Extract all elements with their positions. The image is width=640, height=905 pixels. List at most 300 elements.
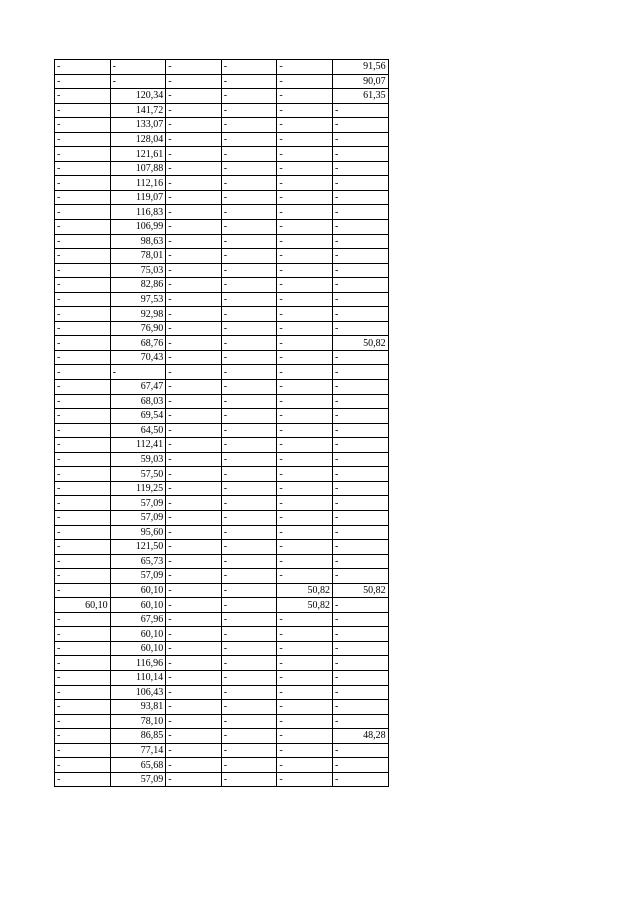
table-cell: - bbox=[166, 220, 222, 235]
table-cell: - bbox=[221, 321, 277, 336]
table-row bbox=[55, 554, 389, 569]
table-cell: - bbox=[166, 583, 222, 598]
table-cell: 50,82 bbox=[332, 336, 388, 351]
table-row bbox=[55, 409, 389, 424]
table-cell: - bbox=[55, 525, 111, 540]
table-cell: - bbox=[166, 525, 222, 540]
table-cell: - bbox=[166, 772, 222, 787]
table-row bbox=[55, 525, 389, 540]
table-cell: - bbox=[166, 743, 222, 758]
table-cell: - bbox=[221, 176, 277, 191]
table-cell: 57,09 bbox=[110, 569, 166, 584]
table-cell: - bbox=[221, 583, 277, 598]
table-cell: - bbox=[277, 394, 333, 409]
table-cell: - bbox=[166, 554, 222, 569]
table-cell: - bbox=[166, 103, 222, 118]
table-cell: - bbox=[55, 249, 111, 264]
table-cell: 60,10 bbox=[110, 583, 166, 598]
table-cell: - bbox=[110, 60, 166, 75]
table-cell: - bbox=[221, 670, 277, 685]
table-cell: - bbox=[166, 569, 222, 584]
table-cell: 141,72 bbox=[110, 103, 166, 118]
table-cell: 57,09 bbox=[110, 496, 166, 511]
table-cell: - bbox=[221, 496, 277, 511]
table-cell: - bbox=[110, 365, 166, 380]
table-cell: - bbox=[221, 510, 277, 525]
table-cell: 93,81 bbox=[110, 700, 166, 715]
table-row bbox=[55, 118, 389, 133]
table-row bbox=[55, 176, 389, 191]
table-cell: - bbox=[55, 394, 111, 409]
table-cell: - bbox=[221, 641, 277, 656]
table-cell: - bbox=[221, 161, 277, 176]
table-cell: 67,47 bbox=[110, 380, 166, 395]
table-row bbox=[55, 612, 389, 627]
table-row bbox=[55, 394, 389, 409]
table-cell: - bbox=[332, 438, 388, 453]
table-row bbox=[55, 743, 389, 758]
table-row bbox=[55, 685, 389, 700]
table-cell: - bbox=[166, 729, 222, 744]
table-cell: - bbox=[55, 700, 111, 715]
table-cell: - bbox=[332, 467, 388, 482]
table-cell: - bbox=[332, 641, 388, 656]
table-cell: - bbox=[55, 656, 111, 671]
table-cell: - bbox=[55, 743, 111, 758]
table-cell: - bbox=[55, 685, 111, 700]
table-row bbox=[55, 540, 389, 555]
table-row bbox=[55, 74, 389, 89]
table-cell: - bbox=[221, 569, 277, 584]
table-cell: - bbox=[332, 700, 388, 715]
table-cell: 75,03 bbox=[110, 263, 166, 278]
table-cell: 91,56 bbox=[332, 60, 388, 75]
table-cell: - bbox=[332, 627, 388, 642]
table-cell: - bbox=[55, 292, 111, 307]
table-row bbox=[55, 365, 389, 380]
table-cell: 119,25 bbox=[110, 481, 166, 496]
table-cell: 78,01 bbox=[110, 249, 166, 264]
table-row bbox=[55, 307, 389, 322]
table-cell: - bbox=[166, 249, 222, 264]
table-row bbox=[55, 583, 389, 598]
table-cell: - bbox=[332, 525, 388, 540]
table-cell: 107,88 bbox=[110, 161, 166, 176]
table-row bbox=[55, 481, 389, 496]
table-cell: - bbox=[55, 132, 111, 147]
table-row bbox=[55, 729, 389, 744]
table-cell: - bbox=[166, 60, 222, 75]
table-cell: - bbox=[166, 670, 222, 685]
data-table bbox=[54, 59, 389, 787]
table-cell: - bbox=[277, 278, 333, 293]
table-cell: - bbox=[221, 612, 277, 627]
table-row bbox=[55, 292, 389, 307]
table-cell: - bbox=[277, 60, 333, 75]
table-row bbox=[55, 205, 389, 220]
table-cell: - bbox=[55, 758, 111, 773]
table-cell: - bbox=[221, 598, 277, 613]
table-cell: - bbox=[332, 234, 388, 249]
table-cell: 67,96 bbox=[110, 612, 166, 627]
table-cell: - bbox=[277, 234, 333, 249]
table-cell: - bbox=[221, 89, 277, 104]
table-row bbox=[55, 627, 389, 642]
table-cell: - bbox=[55, 147, 111, 162]
table-cell: 106,99 bbox=[110, 220, 166, 235]
table-row bbox=[55, 263, 389, 278]
table-cell: - bbox=[55, 350, 111, 365]
table-row bbox=[55, 249, 389, 264]
table-cell: - bbox=[55, 365, 111, 380]
table-cell: - bbox=[55, 714, 111, 729]
table-row bbox=[55, 510, 389, 525]
table-cell: - bbox=[277, 758, 333, 773]
table-cell: - bbox=[166, 481, 222, 496]
table-cell: 70,43 bbox=[110, 350, 166, 365]
table-cell: 97,53 bbox=[110, 292, 166, 307]
table-cell: - bbox=[55, 380, 111, 395]
table-cell: 57,50 bbox=[110, 467, 166, 482]
table-cell: - bbox=[332, 147, 388, 162]
table-cell: - bbox=[277, 627, 333, 642]
table-cell: - bbox=[55, 176, 111, 191]
table-cell: - bbox=[277, 307, 333, 322]
table-cell: - bbox=[332, 176, 388, 191]
table-cell: - bbox=[221, 365, 277, 380]
table-cell: 95,60 bbox=[110, 525, 166, 540]
table-cell: - bbox=[166, 89, 222, 104]
table-cell: - bbox=[277, 423, 333, 438]
table-cell: - bbox=[55, 467, 111, 482]
table-cell: - bbox=[221, 132, 277, 147]
table-cell: 133,07 bbox=[110, 118, 166, 133]
table-cell: - bbox=[277, 263, 333, 278]
table-cell: - bbox=[332, 263, 388, 278]
table-cell: 59,03 bbox=[110, 452, 166, 467]
table-row bbox=[55, 147, 389, 162]
table-cell: 110,14 bbox=[110, 670, 166, 685]
table-cell: - bbox=[332, 350, 388, 365]
table-cell: - bbox=[55, 60, 111, 75]
table-cell: 121,61 bbox=[110, 147, 166, 162]
table-cell: - bbox=[332, 481, 388, 496]
table-row bbox=[55, 700, 389, 715]
table-cell: - bbox=[55, 627, 111, 642]
table-cell: - bbox=[55, 220, 111, 235]
table-cell: - bbox=[277, 350, 333, 365]
table-cell: - bbox=[332, 670, 388, 685]
table-cell: - bbox=[277, 685, 333, 700]
table-cell: - bbox=[277, 205, 333, 220]
table-cell: - bbox=[166, 496, 222, 511]
table-cell: 64,50 bbox=[110, 423, 166, 438]
table-cell: - bbox=[221, 525, 277, 540]
table-cell: - bbox=[166, 336, 222, 351]
table-cell: - bbox=[277, 118, 333, 133]
table-cell: - bbox=[332, 394, 388, 409]
table-cell: - bbox=[55, 89, 111, 104]
table-cell: - bbox=[166, 350, 222, 365]
table-cell: - bbox=[277, 540, 333, 555]
table-cell: - bbox=[221, 263, 277, 278]
table-cell: - bbox=[221, 685, 277, 700]
table-cell: - bbox=[55, 336, 111, 351]
table-cell: - bbox=[166, 612, 222, 627]
table-cell: - bbox=[166, 438, 222, 453]
table-cell: - bbox=[332, 612, 388, 627]
table-cell: - bbox=[221, 743, 277, 758]
table-cell: - bbox=[221, 540, 277, 555]
table-cell: - bbox=[221, 758, 277, 773]
table-cell: 50,82 bbox=[277, 583, 333, 598]
table-cell: - bbox=[55, 583, 111, 598]
table-row bbox=[55, 452, 389, 467]
table-row bbox=[55, 772, 389, 787]
table-cell: - bbox=[221, 481, 277, 496]
table-cell: - bbox=[332, 743, 388, 758]
table-cell: - bbox=[221, 452, 277, 467]
table-cell: - bbox=[221, 74, 277, 89]
table-cell: - bbox=[277, 612, 333, 627]
table-cell: - bbox=[55, 103, 111, 118]
table-cell: 112,16 bbox=[110, 176, 166, 191]
table-cell: - bbox=[166, 292, 222, 307]
table-cell: - bbox=[277, 409, 333, 424]
table-cell: - bbox=[332, 103, 388, 118]
table-cell: - bbox=[55, 74, 111, 89]
table-cell: - bbox=[166, 74, 222, 89]
table-cell: - bbox=[332, 569, 388, 584]
table-cell: - bbox=[332, 365, 388, 380]
table-cell: 106,43 bbox=[110, 685, 166, 700]
table-cell: - bbox=[277, 438, 333, 453]
table-cell: - bbox=[277, 670, 333, 685]
table-cell: - bbox=[221, 292, 277, 307]
table-row bbox=[55, 670, 389, 685]
table-cell: - bbox=[166, 423, 222, 438]
table-cell: - bbox=[166, 234, 222, 249]
table-row bbox=[55, 467, 389, 482]
table-cell: - bbox=[332, 685, 388, 700]
table-row bbox=[55, 161, 389, 176]
table-cell: - bbox=[277, 161, 333, 176]
table-cell: 65,73 bbox=[110, 554, 166, 569]
table-cell: - bbox=[277, 467, 333, 482]
table-cell: - bbox=[277, 147, 333, 162]
table-cell: - bbox=[166, 176, 222, 191]
table-cell: - bbox=[55, 641, 111, 656]
table-cell: - bbox=[110, 74, 166, 89]
table-cell: - bbox=[55, 540, 111, 555]
table-cell: - bbox=[332, 307, 388, 322]
table-cell: - bbox=[55, 409, 111, 424]
table-cell: 92,98 bbox=[110, 307, 166, 322]
table-cell: - bbox=[166, 700, 222, 715]
table-cell: - bbox=[55, 278, 111, 293]
table-cell: - bbox=[166, 307, 222, 322]
table-cell: - bbox=[166, 118, 222, 133]
table-cell: - bbox=[221, 627, 277, 642]
table-cell: - bbox=[166, 409, 222, 424]
table-cell: - bbox=[277, 714, 333, 729]
table-cell: 112,41 bbox=[110, 438, 166, 453]
table-cell: 68,76 bbox=[110, 336, 166, 351]
table-cell: - bbox=[55, 190, 111, 205]
table-cell: - bbox=[55, 307, 111, 322]
table-cell: - bbox=[166, 365, 222, 380]
table-cell: - bbox=[55, 481, 111, 496]
table-cell: 116,83 bbox=[110, 205, 166, 220]
table-row bbox=[55, 220, 389, 235]
table-row bbox=[55, 641, 389, 656]
table-cell: - bbox=[221, 700, 277, 715]
table-cell: - bbox=[277, 176, 333, 191]
table-cell: - bbox=[55, 452, 111, 467]
table-cell: - bbox=[55, 554, 111, 569]
table-cell: - bbox=[55, 612, 111, 627]
data-table-body bbox=[55, 60, 389, 787]
table-cell: - bbox=[221, 467, 277, 482]
table-cell: 50,82 bbox=[332, 583, 388, 598]
table-cell: - bbox=[277, 700, 333, 715]
table-cell: - bbox=[277, 74, 333, 89]
table-cell: - bbox=[277, 220, 333, 235]
table-cell: - bbox=[221, 103, 277, 118]
table-cell: 50,82 bbox=[277, 598, 333, 613]
table-row bbox=[55, 132, 389, 147]
table-cell: 57,09 bbox=[110, 772, 166, 787]
table-row bbox=[55, 438, 389, 453]
table-cell: - bbox=[166, 685, 222, 700]
table-row bbox=[55, 380, 389, 395]
table-cell: - bbox=[332, 496, 388, 511]
table-cell: - bbox=[332, 132, 388, 147]
table-cell: 60,10 bbox=[110, 641, 166, 656]
table-cell: 61,35 bbox=[332, 89, 388, 104]
table-cell: - bbox=[332, 205, 388, 220]
table-cell: 60,10 bbox=[110, 627, 166, 642]
table-cell: - bbox=[277, 554, 333, 569]
table-cell: - bbox=[55, 438, 111, 453]
table-cell: - bbox=[332, 598, 388, 613]
table-cell: - bbox=[166, 714, 222, 729]
table-cell: - bbox=[221, 234, 277, 249]
table-cell: - bbox=[55, 772, 111, 787]
table-cell: - bbox=[332, 758, 388, 773]
table-cell: - bbox=[55, 423, 111, 438]
table-cell: - bbox=[332, 423, 388, 438]
table-cell: - bbox=[221, 220, 277, 235]
table-cell: - bbox=[221, 205, 277, 220]
table-cell: - bbox=[332, 161, 388, 176]
table-cell: - bbox=[221, 336, 277, 351]
table-row bbox=[55, 656, 389, 671]
table-cell: - bbox=[55, 729, 111, 744]
table-cell: - bbox=[332, 452, 388, 467]
table-cell: - bbox=[221, 423, 277, 438]
table-cell: - bbox=[166, 656, 222, 671]
table-cell: - bbox=[55, 510, 111, 525]
table-cell: - bbox=[277, 743, 333, 758]
table-row bbox=[55, 758, 389, 773]
table-cell: - bbox=[277, 190, 333, 205]
table-cell: - bbox=[221, 60, 277, 75]
table-cell: 90,07 bbox=[332, 74, 388, 89]
table-cell: - bbox=[277, 132, 333, 147]
table-cell: - bbox=[221, 656, 277, 671]
table-cell: - bbox=[221, 380, 277, 395]
table-cell: - bbox=[277, 249, 333, 264]
table-cell: 82,86 bbox=[110, 278, 166, 293]
table-cell: - bbox=[221, 249, 277, 264]
table-cell: - bbox=[166, 161, 222, 176]
table-row bbox=[55, 598, 389, 613]
table-cell: 86,85 bbox=[110, 729, 166, 744]
table-cell: - bbox=[277, 321, 333, 336]
table-row bbox=[55, 714, 389, 729]
table-cell: - bbox=[166, 467, 222, 482]
table-cell: - bbox=[166, 394, 222, 409]
table-cell: - bbox=[332, 220, 388, 235]
table-cell: - bbox=[55, 321, 111, 336]
table-cell: - bbox=[277, 496, 333, 511]
table-cell: - bbox=[221, 190, 277, 205]
table-cell: - bbox=[55, 263, 111, 278]
table-cell: - bbox=[332, 409, 388, 424]
table-cell: - bbox=[166, 540, 222, 555]
table-cell: - bbox=[277, 481, 333, 496]
table-cell: - bbox=[55, 205, 111, 220]
table-cell: - bbox=[221, 147, 277, 162]
table-cell: 68,03 bbox=[110, 394, 166, 409]
table-cell: 48,28 bbox=[332, 729, 388, 744]
table-cell: - bbox=[221, 438, 277, 453]
table-row bbox=[55, 60, 389, 75]
table-cell: - bbox=[221, 394, 277, 409]
table-cell: - bbox=[332, 380, 388, 395]
table-cell: - bbox=[277, 103, 333, 118]
table-cell: 76,90 bbox=[110, 321, 166, 336]
table-cell: - bbox=[277, 452, 333, 467]
table-cell: - bbox=[166, 627, 222, 642]
table-cell: 121,50 bbox=[110, 540, 166, 555]
table-cell: 116,96 bbox=[110, 656, 166, 671]
table-cell: 98,63 bbox=[110, 234, 166, 249]
table-cell: 78,10 bbox=[110, 714, 166, 729]
table-cell: - bbox=[277, 380, 333, 395]
table-cell: - bbox=[332, 118, 388, 133]
table-row bbox=[55, 423, 389, 438]
table-cell: - bbox=[221, 714, 277, 729]
table-cell: 65,68 bbox=[110, 758, 166, 773]
table-cell: - bbox=[277, 365, 333, 380]
table-cell: - bbox=[55, 118, 111, 133]
table-cell: - bbox=[277, 525, 333, 540]
table-cell: - bbox=[166, 598, 222, 613]
table-cell: 60,10 bbox=[110, 598, 166, 613]
table-cell: - bbox=[166, 641, 222, 656]
table-cell: - bbox=[332, 278, 388, 293]
table-cell: - bbox=[332, 190, 388, 205]
table-cell: 60,10 bbox=[55, 598, 111, 613]
table-cell: - bbox=[166, 452, 222, 467]
table-cell: - bbox=[166, 205, 222, 220]
table-cell: - bbox=[332, 540, 388, 555]
table-cell: 69,54 bbox=[110, 409, 166, 424]
table-row bbox=[55, 569, 389, 584]
table-cell: - bbox=[277, 89, 333, 104]
